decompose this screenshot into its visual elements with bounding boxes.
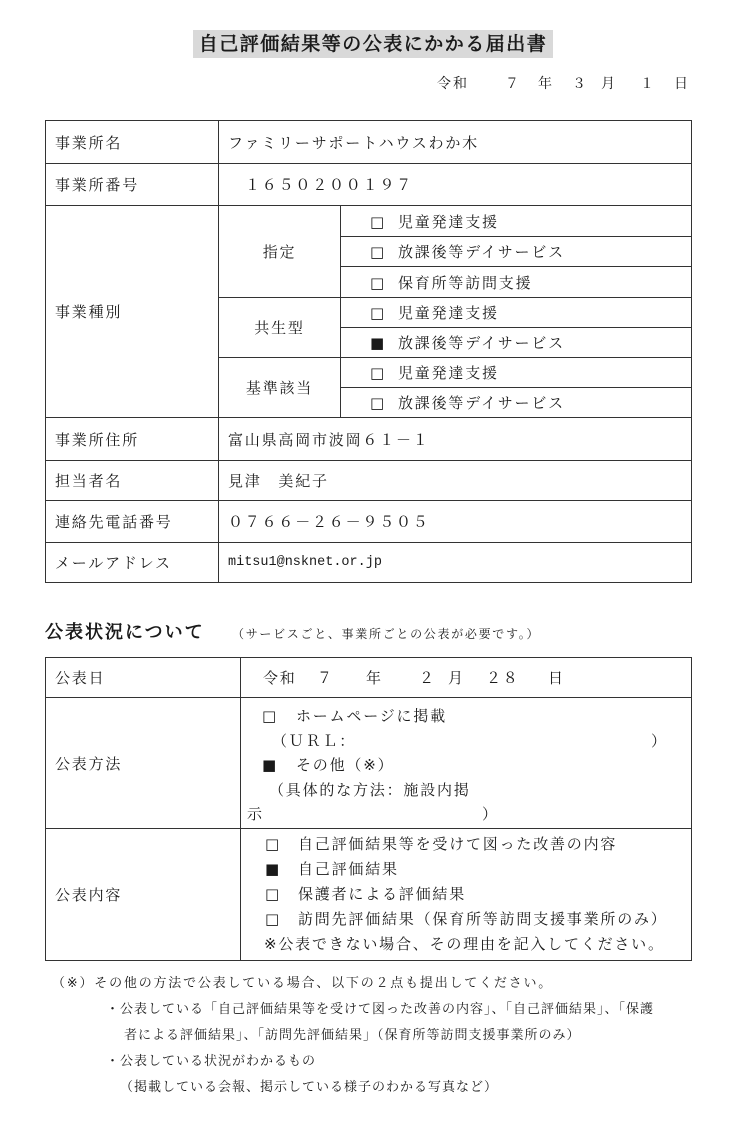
type-option-label: 保育所等訪問支援 (398, 273, 533, 292)
email-value: mitsu1@nsknet.or.jp (219, 543, 692, 583)
content-option (241, 857, 691, 882)
publication-date-year-unit: 年 (366, 668, 383, 687)
publication-date-cell (241, 658, 692, 698)
phone-value: ０７６６－２６－９５０５ (219, 501, 692, 543)
document-title: 自己評価結果等の公表にかかる届出書 (193, 30, 553, 58)
contact-label: 担当者名 (46, 461, 219, 501)
business-type-label: 事業種別 (46, 206, 219, 418)
checkbox-empty-icon: □ (370, 212, 385, 231)
checkbox-empty-icon: □ (370, 273, 385, 292)
footnote-item-2-line-2: （掲載している会報、掲示している様子のわかる写真など） (120, 1080, 499, 1095)
publication-content-label: 公表内容 (46, 829, 241, 961)
type-option (341, 298, 692, 328)
office-number-value: １６５０２００１９７ (219, 164, 692, 206)
publication-date-day: ２８ (486, 668, 520, 687)
address-row (46, 418, 692, 461)
publication-method-label: 公表方法 (46, 698, 241, 829)
type-option (341, 237, 692, 267)
office-number-label: 事業所番号 (46, 164, 219, 206)
publication-method-row (46, 698, 692, 829)
email-row (46, 543, 692, 583)
method-detail-close: ） (482, 805, 499, 823)
contact-row (46, 461, 692, 501)
type-option (341, 328, 692, 358)
contact-value: 見津 美紀子 (219, 461, 692, 501)
publication-content-row (46, 829, 692, 961)
publication-table (45, 657, 692, 961)
method-homepage-label: ホームページに掲載 (296, 707, 447, 725)
type-option (341, 206, 692, 237)
submission-date-month-unit: 月 (601, 76, 617, 92)
checkbox-empty-icon: □ (265, 885, 280, 903)
method-url-open: （ＵＲＬ： (272, 731, 357, 750)
type-option-label: 児童発達支援 (398, 304, 499, 322)
method-detail-line: （具体的な方法：施設内掲 (269, 780, 471, 799)
checkbox-filled-icon: ■ (262, 756, 277, 774)
email-label: メールアドレス (46, 543, 219, 583)
address-label: 事業所住所 (46, 418, 219, 461)
content-option (241, 907, 691, 932)
method-other-option (241, 753, 691, 778)
office-number-row (46, 164, 692, 206)
type-option-label: 児童発達支援 (398, 212, 499, 231)
submission-date-day-unit: 日 (674, 76, 690, 92)
submission-date-year: ７ (505, 76, 521, 92)
office-name-row (46, 121, 692, 164)
footnote-item-1-line-2: 者による評価結果」、「訪問先評価結果」（保育所等訪問支援事業所のみ） (124, 1028, 581, 1043)
type-group-standard-label: 基準該当 (219, 358, 341, 418)
submission-date-era: 令和 (437, 76, 469, 92)
checkbox-filled-icon: ■ (370, 334, 385, 352)
publication-date-era: 令和 (263, 668, 297, 687)
office-name-value: ファミリーサポートハウスわか木 (219, 121, 692, 164)
checkbox-empty-icon: □ (265, 910, 280, 928)
footnote-item-2-line-1: ・公表している状況がわかるもの (106, 1054, 317, 1069)
publication-heading-note: （サービスごと、事業所ごとの公表が必要です。） (232, 627, 541, 641)
submission-date-month: ３ (572, 76, 588, 92)
type-option (341, 388, 692, 418)
address-value: 富山県高岡市波岡６１－１ (219, 418, 692, 461)
footnote-intro: （※）その他の方法で公表している場合、以下の２点も提出してください。 (52, 976, 554, 991)
publication-date-month: ２ (419, 668, 436, 687)
checkbox-empty-icon: □ (262, 707, 277, 725)
publication-method-cell (241, 698, 692, 829)
checkbox-empty-icon: □ (370, 243, 385, 261)
method-url-close: ） (651, 731, 668, 750)
method-other-label: その他（※） (296, 756, 395, 774)
content-option-label: 訪問先評価結果（保育所等訪問支援事業所のみ） (298, 910, 668, 928)
type-option-label: 放課後等デイサービス (398, 394, 565, 412)
content-option-label: 自己評価結果等を受けて図った改善の内容 (298, 835, 618, 853)
office-info-table (45, 120, 692, 583)
type-group-symbiotic-label: 共生型 (219, 298, 341, 358)
checkbox-empty-icon: □ (370, 304, 385, 322)
type-group-designated-label: 指定 (219, 206, 341, 298)
type-row (46, 206, 692, 237)
publication-date-year: ７ (317, 668, 334, 687)
publication-date-label: 公表日 (46, 658, 241, 698)
publication-heading: 公表状況について (45, 622, 205, 643)
publication-date-row (46, 658, 692, 698)
content-option-label: 保護者による評価結果 (298, 885, 467, 903)
type-option (341, 358, 692, 388)
method-detail-cont-text: 示 (247, 805, 264, 823)
publication-date-month-unit: 月 (448, 668, 465, 687)
phone-label: 連絡先電話番号 (46, 501, 219, 543)
checkbox-empty-icon: □ (265, 835, 280, 853)
content-option-label: 自己評価結果 (298, 860, 399, 878)
content-note: ※公表できない場合、その理由を記入してください。 (264, 935, 665, 953)
content-option (241, 882, 691, 907)
type-option-label: 放課後等デイサービス (398, 243, 565, 261)
type-option-label: 放課後等デイサービス (398, 334, 565, 352)
checkbox-empty-icon: □ (370, 394, 385, 412)
type-option (341, 267, 692, 298)
checkbox-empty-icon: □ (370, 364, 385, 382)
submission-date (0, 75, 737, 93)
submission-date-day: １ (640, 76, 656, 92)
content-option (241, 832, 691, 857)
publication-content-cell (241, 829, 692, 961)
type-option-label: 児童発達支援 (398, 364, 499, 382)
office-name-label: 事業所名 (46, 121, 219, 164)
phone-row (46, 501, 692, 543)
publication-date-day-unit: 日 (548, 668, 565, 687)
submission-date-year-unit: 年 (538, 76, 554, 92)
method-detail-continuation (241, 802, 691, 827)
footnote-item-1-line-1: ・公表している「自己評価結果等を受けて図った改善の内容」、「自己評価結果」、「保護 (106, 1002, 655, 1017)
method-homepage-option (241, 704, 691, 729)
publication-date (241, 659, 691, 697)
method-url-line (241, 729, 691, 754)
checkbox-filled-icon: ■ (265, 860, 280, 878)
